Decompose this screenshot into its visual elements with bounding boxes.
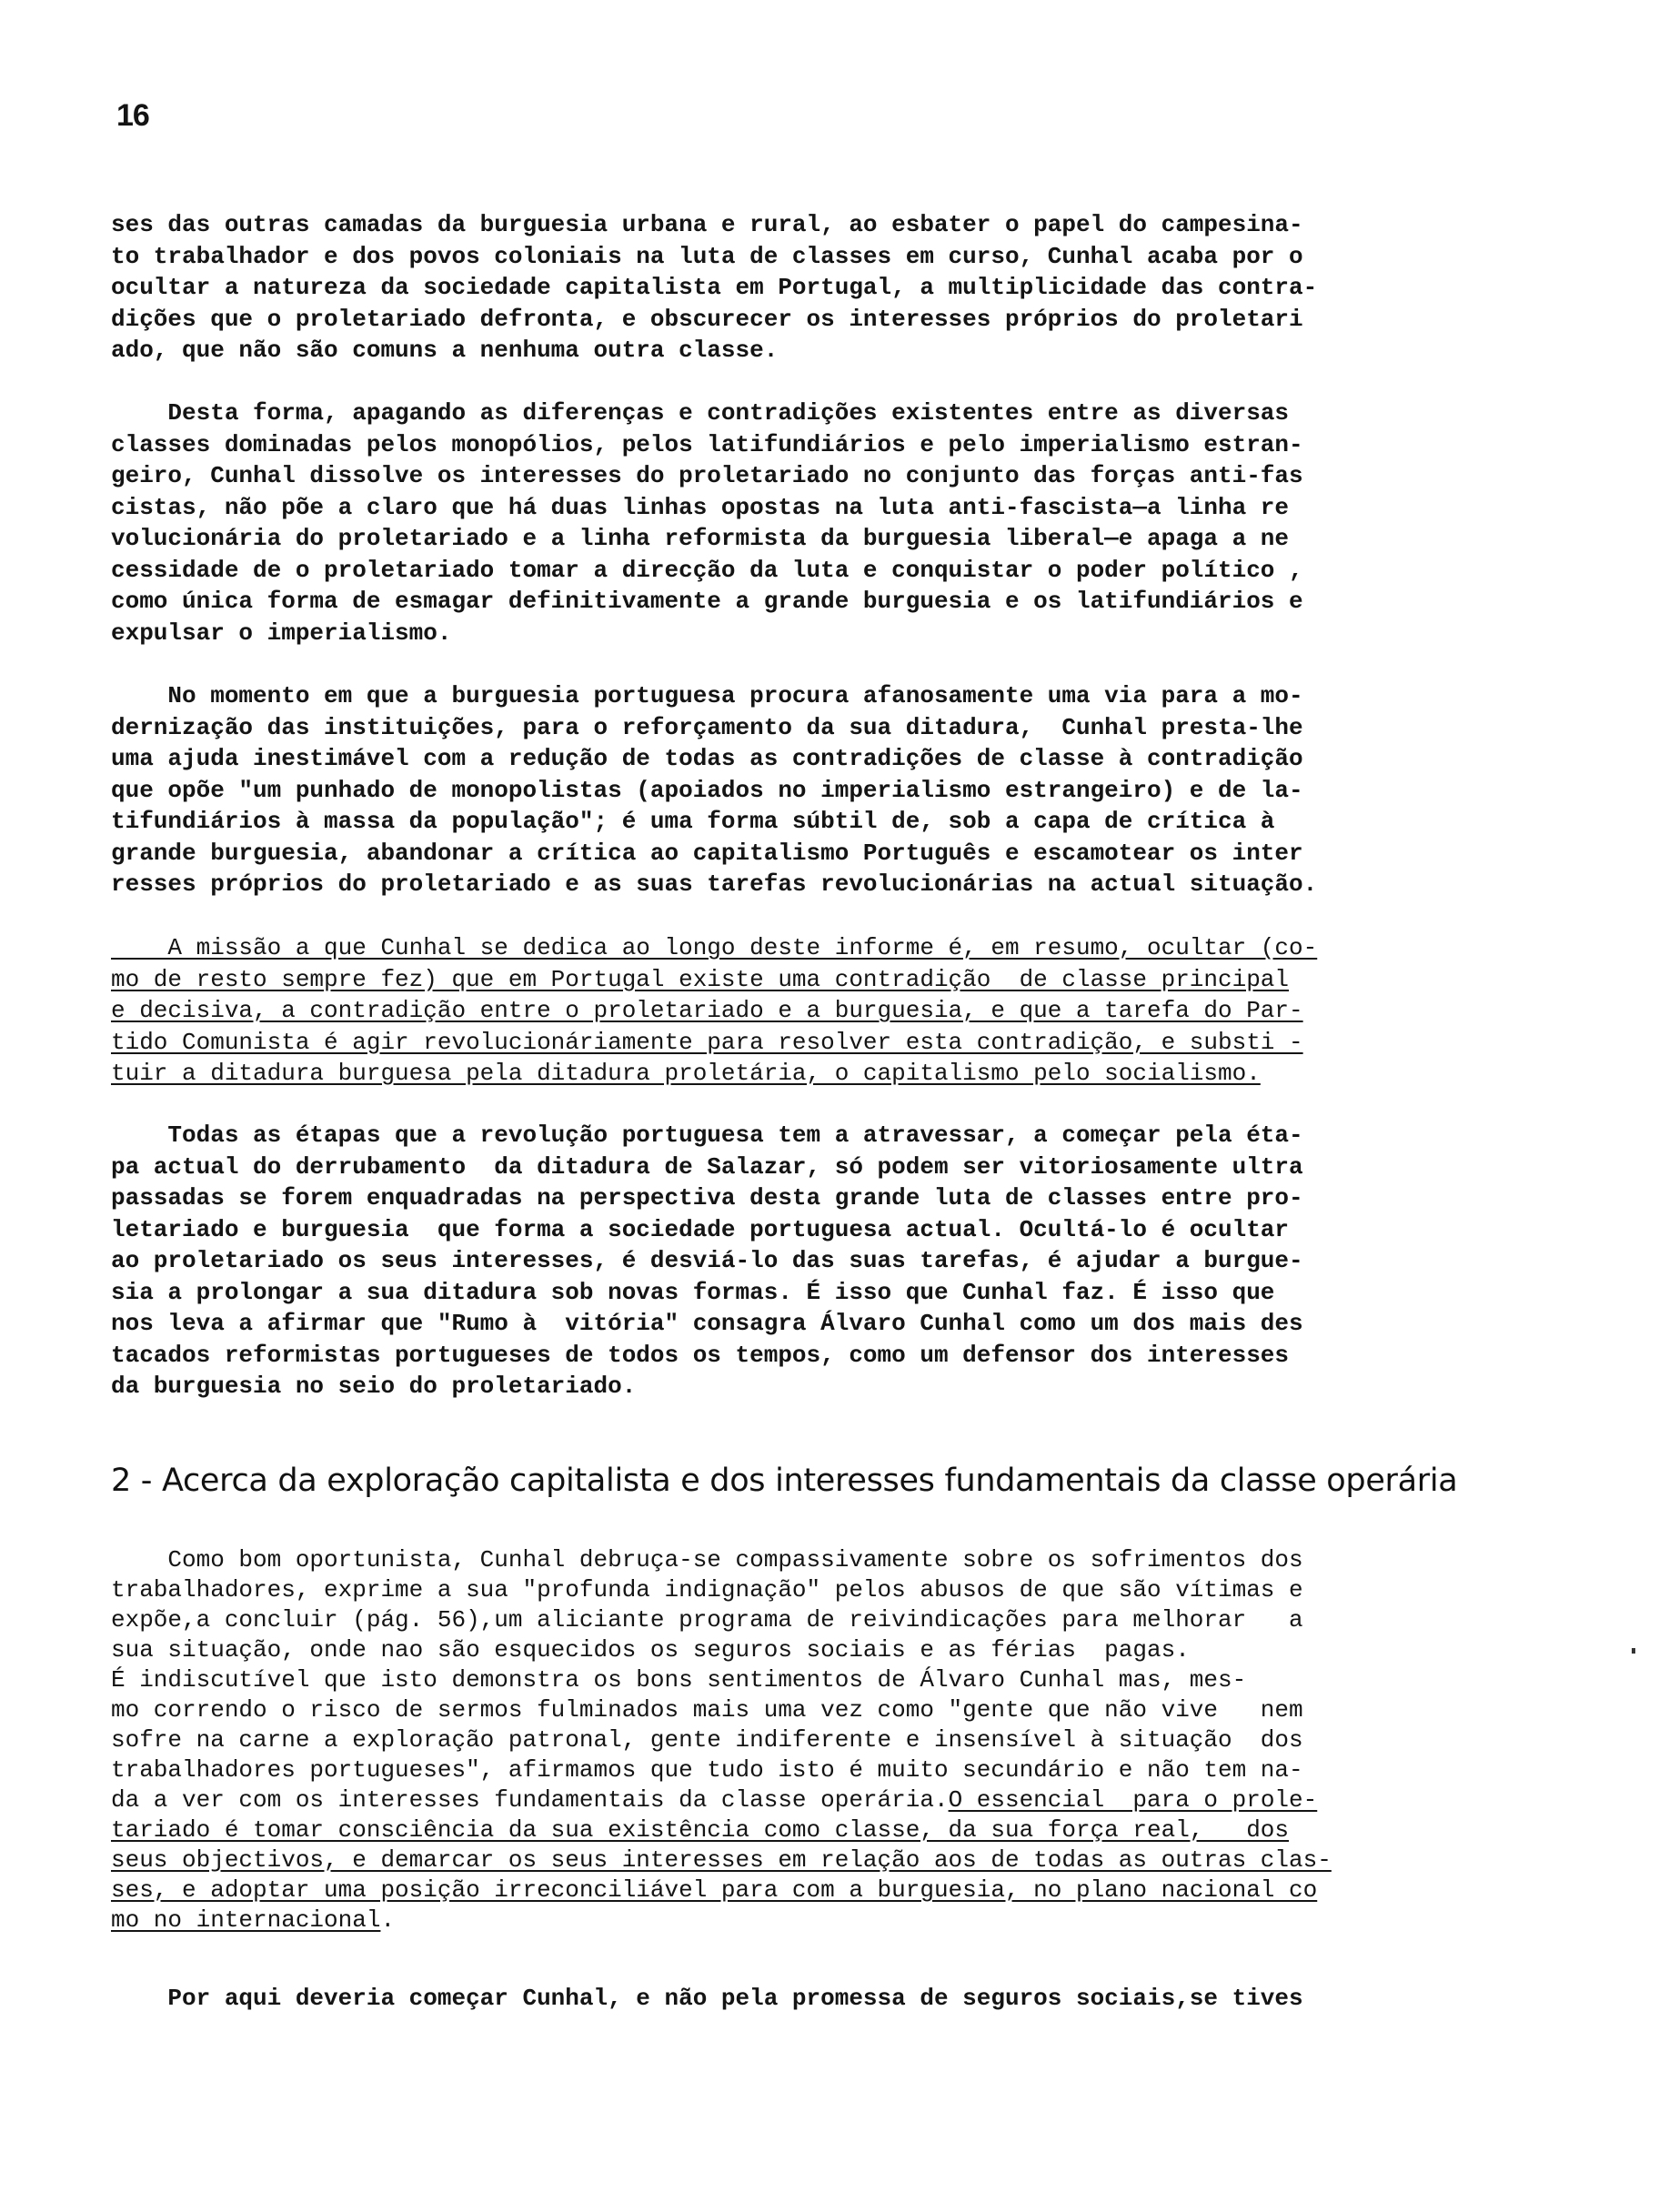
paragraph-3: No momento em que a burguesia portuguesa procura afanosamente uma via para a mo- dernização das instituições, para o reforçamento da sua ditadura, Cunhal presta-lhe uma ajuda inestimável com a redução de todas as contradições de classe à contradição que opõe "um punhado de monopolistas (apoiados no imperialismo estrangeiro) e de la- tifundiários à massa da população"; é uma forma súbtil de, sob a capa de crítica à grande burguesia, abandonar a crítica ao capitalismo Português e escamotear os inter resses próprios do proletariado e as suas tarefas revolucionárias na actual situação.: [111, 682, 1318, 898]
paragraph-4-underlined: A missão a que Cunhal se dedica ao longo deste informe é, em resumo, ocultar (co- mo de resto sempre fez) que em Portugal existe uma contradição de classe principal e decisiva, a contradição entre o proletariado e a burguesia, e que a tarefa do Par- tido Comunista é agir revolucionáriamente para resolver esta contradição, e substi - tuir a ditadura burguesa pela ditadura proletária, o capitalismo pelo socialismo.: [111, 934, 1318, 1087]
paragraph-5: Todas as étapas que a revolução portuguesa tem a atravessar, a começar pela éta- pa actual do derrubamento da ditadura de Salazar, só podem ser vitoriosamente ultra passadas se forem enquadradas na perspectiva desta grande luta de classes entre pro- letariado e burguesia que forma a sociedade portuguesa actual. Ocultá-lo é ocultar ao proletariado os seus interesses, é desviá-lo das suas tarefas, é ajudar a burgue- sia a prolongar a sua ditadura sob novas formas. É isso que Cunhal faz. É isso que nos leva a afirmar que "Rumo à vitória" consagra Álvaro Cunhal como um dos mais des tacados reformistas portugueses de todos os tempos, como um defensor dos interesses da burguesia no seio do proletariado.: [111, 1121, 1303, 1400]
paragraph-1: ses das outras camadas da burguesia urbana e rural, ao esbater o papel do campesina- to trabalhador e dos povos coloniais na luta de classes em curso, Cunhal acaba por o ocultar a natureza da sociedade capitalista em Portugal, a multiplicidade das contra- dições que o proletariado defronta, e obscurecer os interesses próprios do proletari ado, que não são comuns a nenhuma outra classe.: [111, 211, 1318, 364]
paragraph-2: Desta forma, apagando as diferenças e contradições existentes entre as diversas classes dominadas pelos monopólios, pelos latifundiários e pelo imperialismo estran- geiro, Cunhal dissolve os interesses do proletariado no conjunto das forças anti-fas cistas, não põe a claro que há duas linhas opostas na luta anti-fascista—a linha re volucionária do proletariado e a linha reformista da burguesia liberal—e apaga a ne cessidade de o proletariado tomar a direcção da luta e conquistar o poder político , como única forma de esmagar definitivamente a grande burguesia e os latifundiários e expulsar o imperialismo.: [111, 399, 1303, 647]
section-heading: 2 - Acerca da exploração capitalista e dos interesses fundamentais da classe operária: [111, 1463, 1458, 1499]
paragraph-7: Por aqui deveria começar Cunhal, e não pela promessa de seguros sociais,se tives: [111, 1985, 1303, 2012]
page-number: 16: [116, 98, 149, 133]
paragraph-6-underlined-text: O essencial para o prole- tariado é tomar consciência da sua existência como classe, da sua força real, dos seus objectivos, e demarcar os seus interesses em relação aos de todas as outras clas- ses, e adoptar uma posição irreconciliável para com a burguesia, no plano nacional co mo no internacional: [111, 1786, 1332, 1934]
paragraph-6-end: .: [380, 1906, 396, 1934]
margin-mark: [1632, 1648, 1635, 1654]
paragraph-6-text: Como bom oportunista, Cunhal debruça-se compassivamente sobre os sofrimentos dos trabalhadores, exprime a sua "profunda indignação" pelos abusos de que são vítimas e expõe,a concluir (pág. 56),um aliciante programa de reivindicações para melhorar a sua situação, onde nao são esquecidos os seguros sociais e as férias pagas. É indiscutível que isto demonstra os bons sentimentos de Álvaro Cunhal mas, mes- mo correndo o risco de sermos fulminados mais uma vez como "gente que não vive nem sofre na carne a exploração patronal, gente indiferente e insensível à situação dos trabalhadores portugueses", afirmamos que tudo isto é muito secundário e não tem na- da a ver com os interesses fundamentais da classe operária.: [111, 1546, 1303, 1814]
paragraph-6: [111, 1545, 1475, 1936]
